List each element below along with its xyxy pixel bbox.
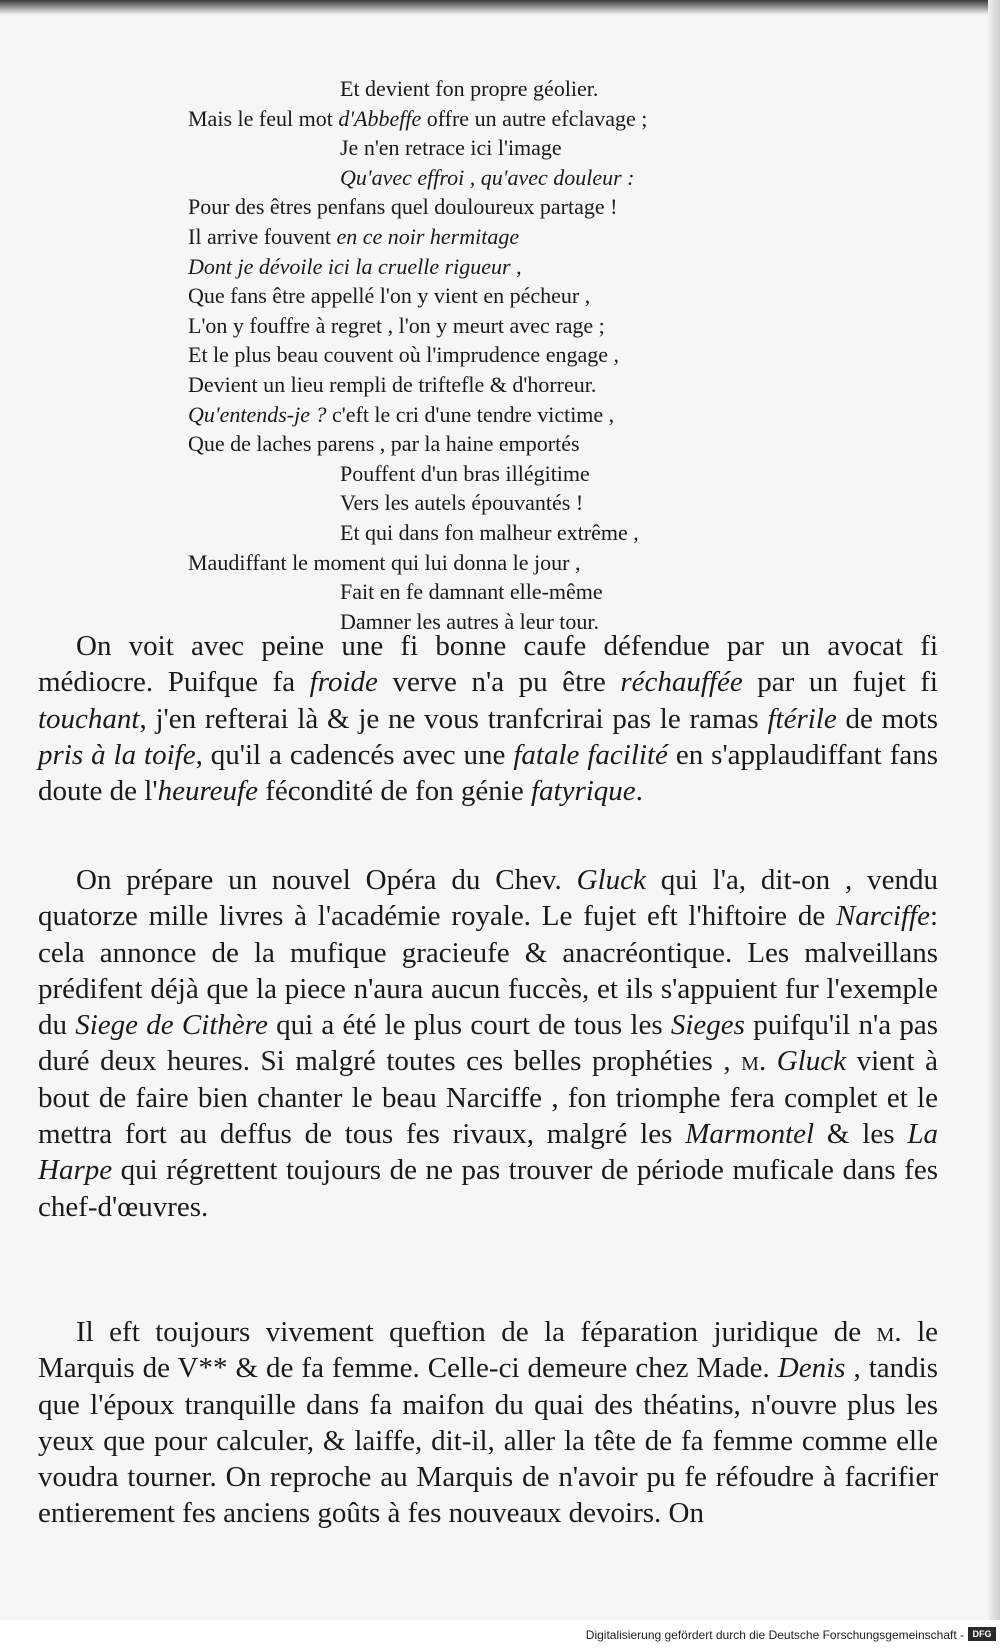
text-run: verve n'a pu être (377, 666, 621, 699)
text-run: Je n'en retrace ici l'image (340, 135, 562, 161)
italic-text: Gluck (776, 1045, 847, 1078)
verse-line (188, 74, 748, 104)
text-run: , (510, 253, 522, 279)
text-run: Maudiffant le moment qui lui donna le jour , (188, 549, 581, 575)
text-run: Que de laches parens , par la haine emportés (188, 431, 580, 457)
verse-block (188, 74, 748, 636)
text-run: en s'applaudiffant fans doute de l' (38, 738, 939, 808)
text-run: Il eft toujours vivement queftion de la féparation juridique de (76, 1316, 877, 1348)
text-run: offre un autre efclavage ; (421, 105, 648, 131)
text-run: Il arrive fouvent (188, 223, 337, 249)
italic-text: fatyrique (530, 775, 636, 808)
text-run: . (758, 1045, 777, 1078)
small-caps-text: m (741, 1045, 759, 1078)
italic-text: d'Abbeffe (338, 105, 422, 131)
italic-text: Denis (777, 1352, 846, 1385)
text-run: On prépare un nouvel Opéra du Chev. (76, 864, 577, 896)
text-run: Vers les autels épouvantés ! (340, 490, 584, 516)
small-caps-text: m (876, 1316, 895, 1348)
text-run: , j'en refterai là & je ne vous tranfcrirai pas le ramas (139, 702, 768, 735)
text-run: Pour des êtres penfans quel douloureux partage ! (188, 194, 618, 220)
text-run: Et qui dans fon malheur extrême , (340, 519, 639, 545)
text-run: Et le plus beau couvent où l'imprudence engage , (188, 342, 619, 368)
italic-text: Qu'avec effroi , qu'avec douleur : (340, 164, 635, 190)
text-run: . le Marquis de V** & de fa femme. Celle-ci demeure chez Made. (38, 1316, 938, 1385)
italic-text: ftérile (767, 702, 837, 735)
text-run: , tandis que l'époux tranquille dans fa maifon du quai des théatins, n'ouvre plus les yeux que pour calculer, & laiffe, dit-il, aller la tête de fa femme comme elle voudra tourner. On reproche au Marquis de n'avoir pu fe réfoudre à facrifier entierement fes anciens goûts à fes nouveaux devoirs. On (38, 1352, 938, 1530)
verse-line (188, 577, 748, 607)
verse-line (188, 252, 748, 282)
italic-text: Marmontel (685, 1118, 815, 1151)
italic-text: fatale facilité (513, 738, 668, 771)
paragraph-3 (38, 1314, 938, 1532)
paragraph-1-text (38, 628, 938, 809)
text-run: On voit avec peine une fi bonne caufe défendue par un avocat fi médiocre. Puifque fa (38, 630, 938, 699)
italic-text: froide (309, 666, 378, 699)
verse-line (188, 104, 748, 134)
verse-line (188, 429, 748, 459)
paragraph-2 (38, 862, 938, 1225)
italic-text: pris à la toife (38, 738, 196, 771)
paragraph-2-text (38, 862, 938, 1225)
italic-text: Gluck (576, 864, 646, 896)
text-run: Pouffent d'un bras illégitime (340, 460, 590, 486)
dfg-logo: DFG (968, 1627, 996, 1641)
scan-right-edge (988, 0, 1000, 1620)
text-run: fécondité de fon génie (257, 775, 531, 808)
italic-text: Narciffe (835, 900, 930, 933)
text-run: , qu'il a cadencés avec une (195, 738, 514, 771)
text-run: . (635, 775, 643, 808)
text-run: c'eft le cri d'une tendre victime , (326, 401, 615, 427)
scan-top-edge (0, 0, 1000, 16)
paragraph-3-text (38, 1314, 938, 1532)
italic-text: touchant (38, 702, 140, 735)
verse-line (188, 281, 748, 311)
verse-line (188, 370, 748, 400)
verse-line (188, 548, 748, 578)
text-run: & les (814, 1118, 908, 1151)
text-run: qui régrettent toujours de ne pas trouver de période muficale dans fes chef-d'œuvres. (38, 1154, 938, 1223)
verse-line (188, 488, 748, 518)
italic-text: La Harpe (38, 1118, 938, 1187)
funding-note: Digitalisierung gefördert durch die Deutsche Forschungsgemeinschaft - (585, 1628, 964, 1642)
text-run: L'on y fouffre à regret , l'on y meurt avec rage ; (188, 312, 605, 338)
verse-line (188, 518, 748, 548)
italic-text: en ce noir hermitage (336, 223, 520, 249)
verse-line (188, 192, 748, 222)
text-run: de mots (836, 702, 938, 735)
italic-text: réchauffée (620, 666, 743, 699)
verse-line (188, 163, 748, 193)
text-run: qui l'a, dit-on , vendu quatorze mille livres à l'académie royale. Le fujet eft l'hiftoire de (38, 864, 938, 933)
italic-text: Qu'entends-je ? (188, 401, 327, 427)
verse-line (188, 459, 748, 489)
text-run: Devient un lieu rempli de triftefle & d'horreur. (188, 371, 597, 397)
text-run: Damner les autres à leur tour. (340, 608, 600, 634)
text-run: puifqu'il n'a pas duré deux heures. Si malgré toutes ces belles prophéties , (38, 1009, 939, 1078)
text-run: Fait en fe damnant elle-même (340, 579, 603, 605)
italic-text: Dont je dévoile ici la cruelle rigueur (188, 253, 511, 279)
italic-text: Sieges (670, 1009, 745, 1042)
text-run: vient à bout de faire bien chanter le beau Narciffe , fon triomphe fera complet et le mettra fort au deffus de tous fes rivaux, malgré les (38, 1045, 938, 1151)
verse-line (188, 222, 748, 252)
italic-text: heureufe (157, 775, 258, 808)
footer-bar (0, 1620, 1000, 1649)
text-run: par un fujet fi (742, 666, 938, 699)
verse-line (188, 133, 748, 163)
text-run: Et devient fon propre géolier. (340, 76, 599, 101)
text-run: : cela annonce de la mufique gracieufe & anacréontique. Les malveillans prédifent déjà que la piece n'aura aucun fuccès, et ils s'appuient fur l'exemple du (38, 900, 938, 1042)
text-run: Mais le feul mot (188, 105, 339, 131)
verse-line (188, 340, 748, 370)
verse-line (188, 400, 748, 430)
text-run: qui a été le plus court de tous les (267, 1009, 671, 1042)
document-page (0, 16, 988, 1620)
text-run: Que fans être appellé l'on y vient en pécheur , (188, 283, 591, 309)
italic-text: Siege de Cithère (75, 1009, 268, 1042)
verse-line (188, 311, 748, 341)
paragraph-1 (38, 628, 938, 809)
